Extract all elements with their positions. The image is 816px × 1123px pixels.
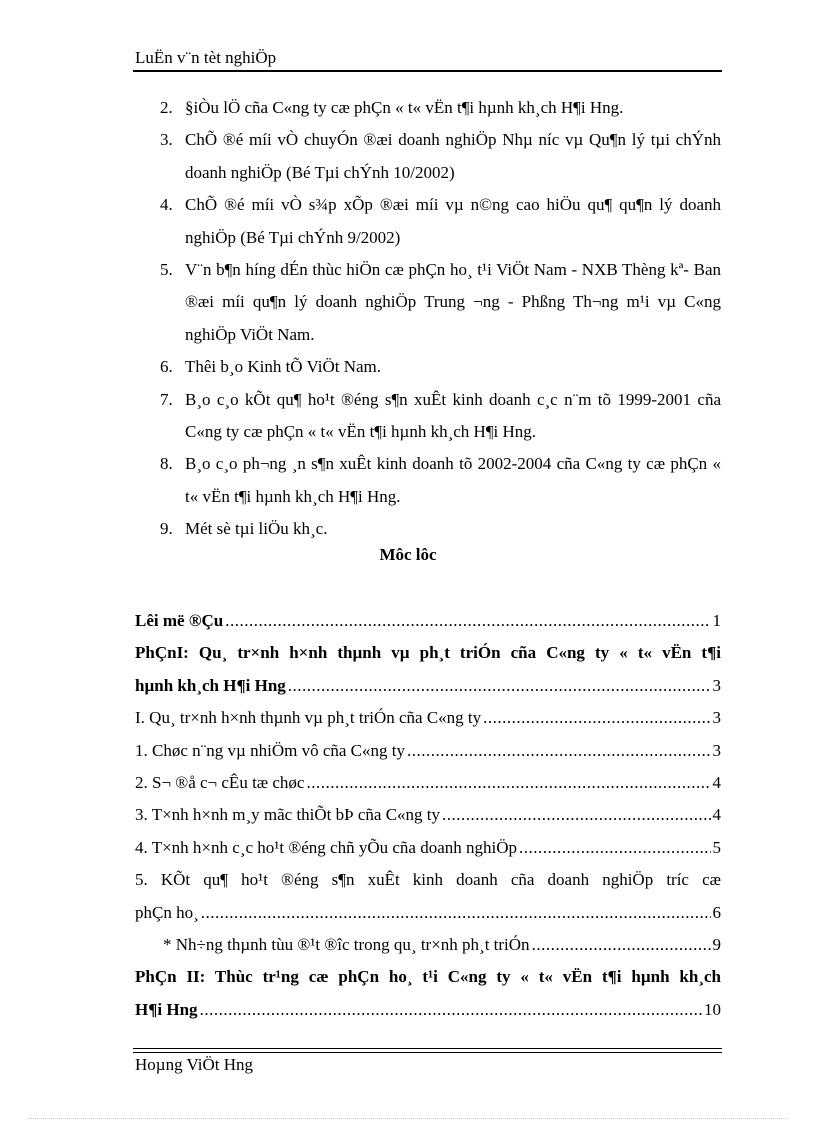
reference-item	[135, 513, 721, 545]
toc-entry[interactable]	[135, 832, 721, 864]
dot-leader	[225, 605, 710, 637]
toc-entry[interactable]	[135, 702, 721, 734]
toc-entry[interactable]	[135, 961, 721, 1026]
reference-number: 8.	[160, 454, 173, 474]
toc-page-number: 9	[712, 935, 721, 955]
toc-entry[interactable]	[135, 735, 721, 767]
toc-entry-text: hµnh kh¸ch H¶i Hng	[135, 675, 286, 695]
reference-text: V¨n b¶n híng dÉn thùc hiÖn cæ phÇn ho¸ t¹i ViÖt Nam - NXB Thèng kª- Ban ®æi míi qu¶n lý doanh nghiÖp Trung ¬ng - Phßng Th¬ng m¹i vµ C«ng nghiÖp ViÖt Nam.	[185, 260, 721, 344]
toc-entry-text: H¶i Hng	[135, 999, 198, 1019]
dot-leader	[442, 799, 710, 831]
reference-number: 6.	[160, 357, 173, 377]
dot-leader	[288, 670, 711, 702]
reference-item	[135, 351, 721, 383]
reference-text: B¸o c¸o kÕt qu¶ ho¹t ®éng s¶n xuÊt kinh doanh c¸c n¨m tõ 1999-2001 cña C«ng ty cæ phÇn « t« vËn t¶i hµnh kh¸ch H¶i Hng.	[185, 389, 721, 442]
toc-entry[interactable]	[135, 799, 721, 831]
footer-rule	[133, 1052, 722, 1053]
reference-item	[135, 448, 721, 513]
toc-entry-text-line1: PhÇn II: Thùc tr¹ng cæ phÇn ho¸ t¹i C«ng ty « t« vËn t¶i hµnh kh¸ch	[135, 967, 721, 987]
table-of-contents	[135, 605, 721, 1026]
reference-list	[135, 92, 721, 546]
toc-entry-text: 2. S¬ ®å c¬ cÊu tæ chøc	[135, 773, 305, 793]
toc-title: Môc lôc	[379, 545, 437, 564]
reference-number: 3.	[160, 130, 173, 150]
toc-entry-text: I. Qu¸ tr×nh h×nh thµnh vµ ph¸t triÓn cña C«ng ty	[135, 708, 482, 728]
reference-item	[135, 124, 721, 189]
page-header-title: LuËn v¨n tèt nghiÖp	[135, 48, 277, 67]
toc-entry[interactable]	[135, 767, 721, 799]
header-rule	[133, 70, 722, 72]
toc-entry-text: Lêi më ®Çu	[135, 611, 224, 630]
toc-entry[interactable]	[135, 605, 721, 637]
toc-entry-text: * Nh÷ng thµnh tùu ®¹t ®îc trong qu¸ tr×nh ph¸t triÓn	[163, 935, 530, 955]
toc-entry-text: 4. T×nh h×nh c¸c ho¹t ®éng chñ yÕu cña doanh nghiÖp	[135, 837, 517, 857]
dot-leader	[407, 735, 711, 767]
reference-text: ChÕ ®é míi vÒ s¾p xÕp ®æi míi vµ n©ng cao hiÖu qu¶ qu¶n lý doanh nghiÖp (Bé Tµi chÝnh 9/2002)	[185, 195, 721, 247]
dot-leader	[483, 702, 710, 734]
reference-text: B¸o c¸o ph¬ng ¸n s¶n xuÊt kinh doanh tõ 2002-2004 cña C«ng ty cæ phÇn « t« vËn t¶i hµnh kh¸ch H¶i Hng.	[185, 454, 721, 506]
toc-page-number: 5	[712, 837, 721, 857]
reference-number: 4.	[160, 195, 173, 215]
dot-leader	[201, 897, 711, 929]
reference-number: 9.	[160, 519, 173, 539]
reference-text: Mét sè tµi liÖu kh¸c.	[185, 519, 328, 539]
toc-entry-text: 3. T×nh h×nh m¸y mãc thiÕt bÞ cña C«ng ty	[135, 805, 441, 825]
reference-number: 2.	[160, 98, 173, 117]
toc-page-number: 6	[712, 902, 721, 922]
footer-rule	[133, 1048, 722, 1049]
toc-entry-text: phÇn ho¸	[135, 902, 199, 922]
reference-item	[135, 384, 721, 449]
toc-page-number: 3	[712, 675, 721, 695]
page-bottom-edge	[28, 1118, 788, 1119]
reference-text: Thêi b¸o Kinh tÕ ViÖt Nam.	[185, 357, 382, 377]
toc-entry[interactable]	[135, 637, 721, 702]
dot-leader	[306, 767, 710, 799]
dot-leader	[519, 832, 711, 864]
toc-entry[interactable]	[135, 864, 721, 929]
toc-page-number: 4	[712, 773, 721, 793]
toc-entry-text-line1: PhÇnI: Qu¸ tr×nh h×nh thµnh vµ ph¸t triÓn cña C«ng ty « t« vËn t¶i	[135, 643, 721, 663]
reference-item	[135, 189, 721, 254]
reference-item	[135, 92, 721, 124]
toc-page-number: 1	[712, 611, 721, 630]
toc-page-number: 10	[704, 999, 721, 1019]
reference-item	[135, 254, 721, 351]
toc-page-number: 3	[712, 740, 721, 760]
toc-entry-text-line1: 5. KÕt qu¶ ho¹t ®éng s¶n xuÊt kinh doanh cña doanh nghiÖp tríc cæ	[135, 870, 721, 890]
toc-entry[interactable]	[135, 929, 721, 961]
reference-number: 5.	[160, 260, 173, 280]
toc-page-number: 4	[712, 805, 721, 825]
reference-text: §iÒu lÖ cña C«ng ty cæ phÇn « t« vËn t¶i hµnh kh¸ch H¶i Hng.	[185, 98, 624, 117]
footer-author: Hoµng ViÖt Hng	[135, 1055, 254, 1074]
reference-number: 7.	[160, 389, 173, 409]
reference-text: ChÕ ®é míi vÒ chuyÓn ®æi doanh nghiÖp Nhµ níc vµ Qu¶n lý tµi chÝnh doanh nghiÖp (Bé Tµi chÝnh 10/2002)	[185, 130, 721, 182]
toc-page-number: 3	[712, 708, 721, 728]
dot-leader	[200, 994, 702, 1026]
dot-leader	[532, 929, 711, 961]
toc-entry-text: 1. Chøc n¨ng vµ nhiÖm vô cña C«ng ty	[135, 740, 405, 760]
